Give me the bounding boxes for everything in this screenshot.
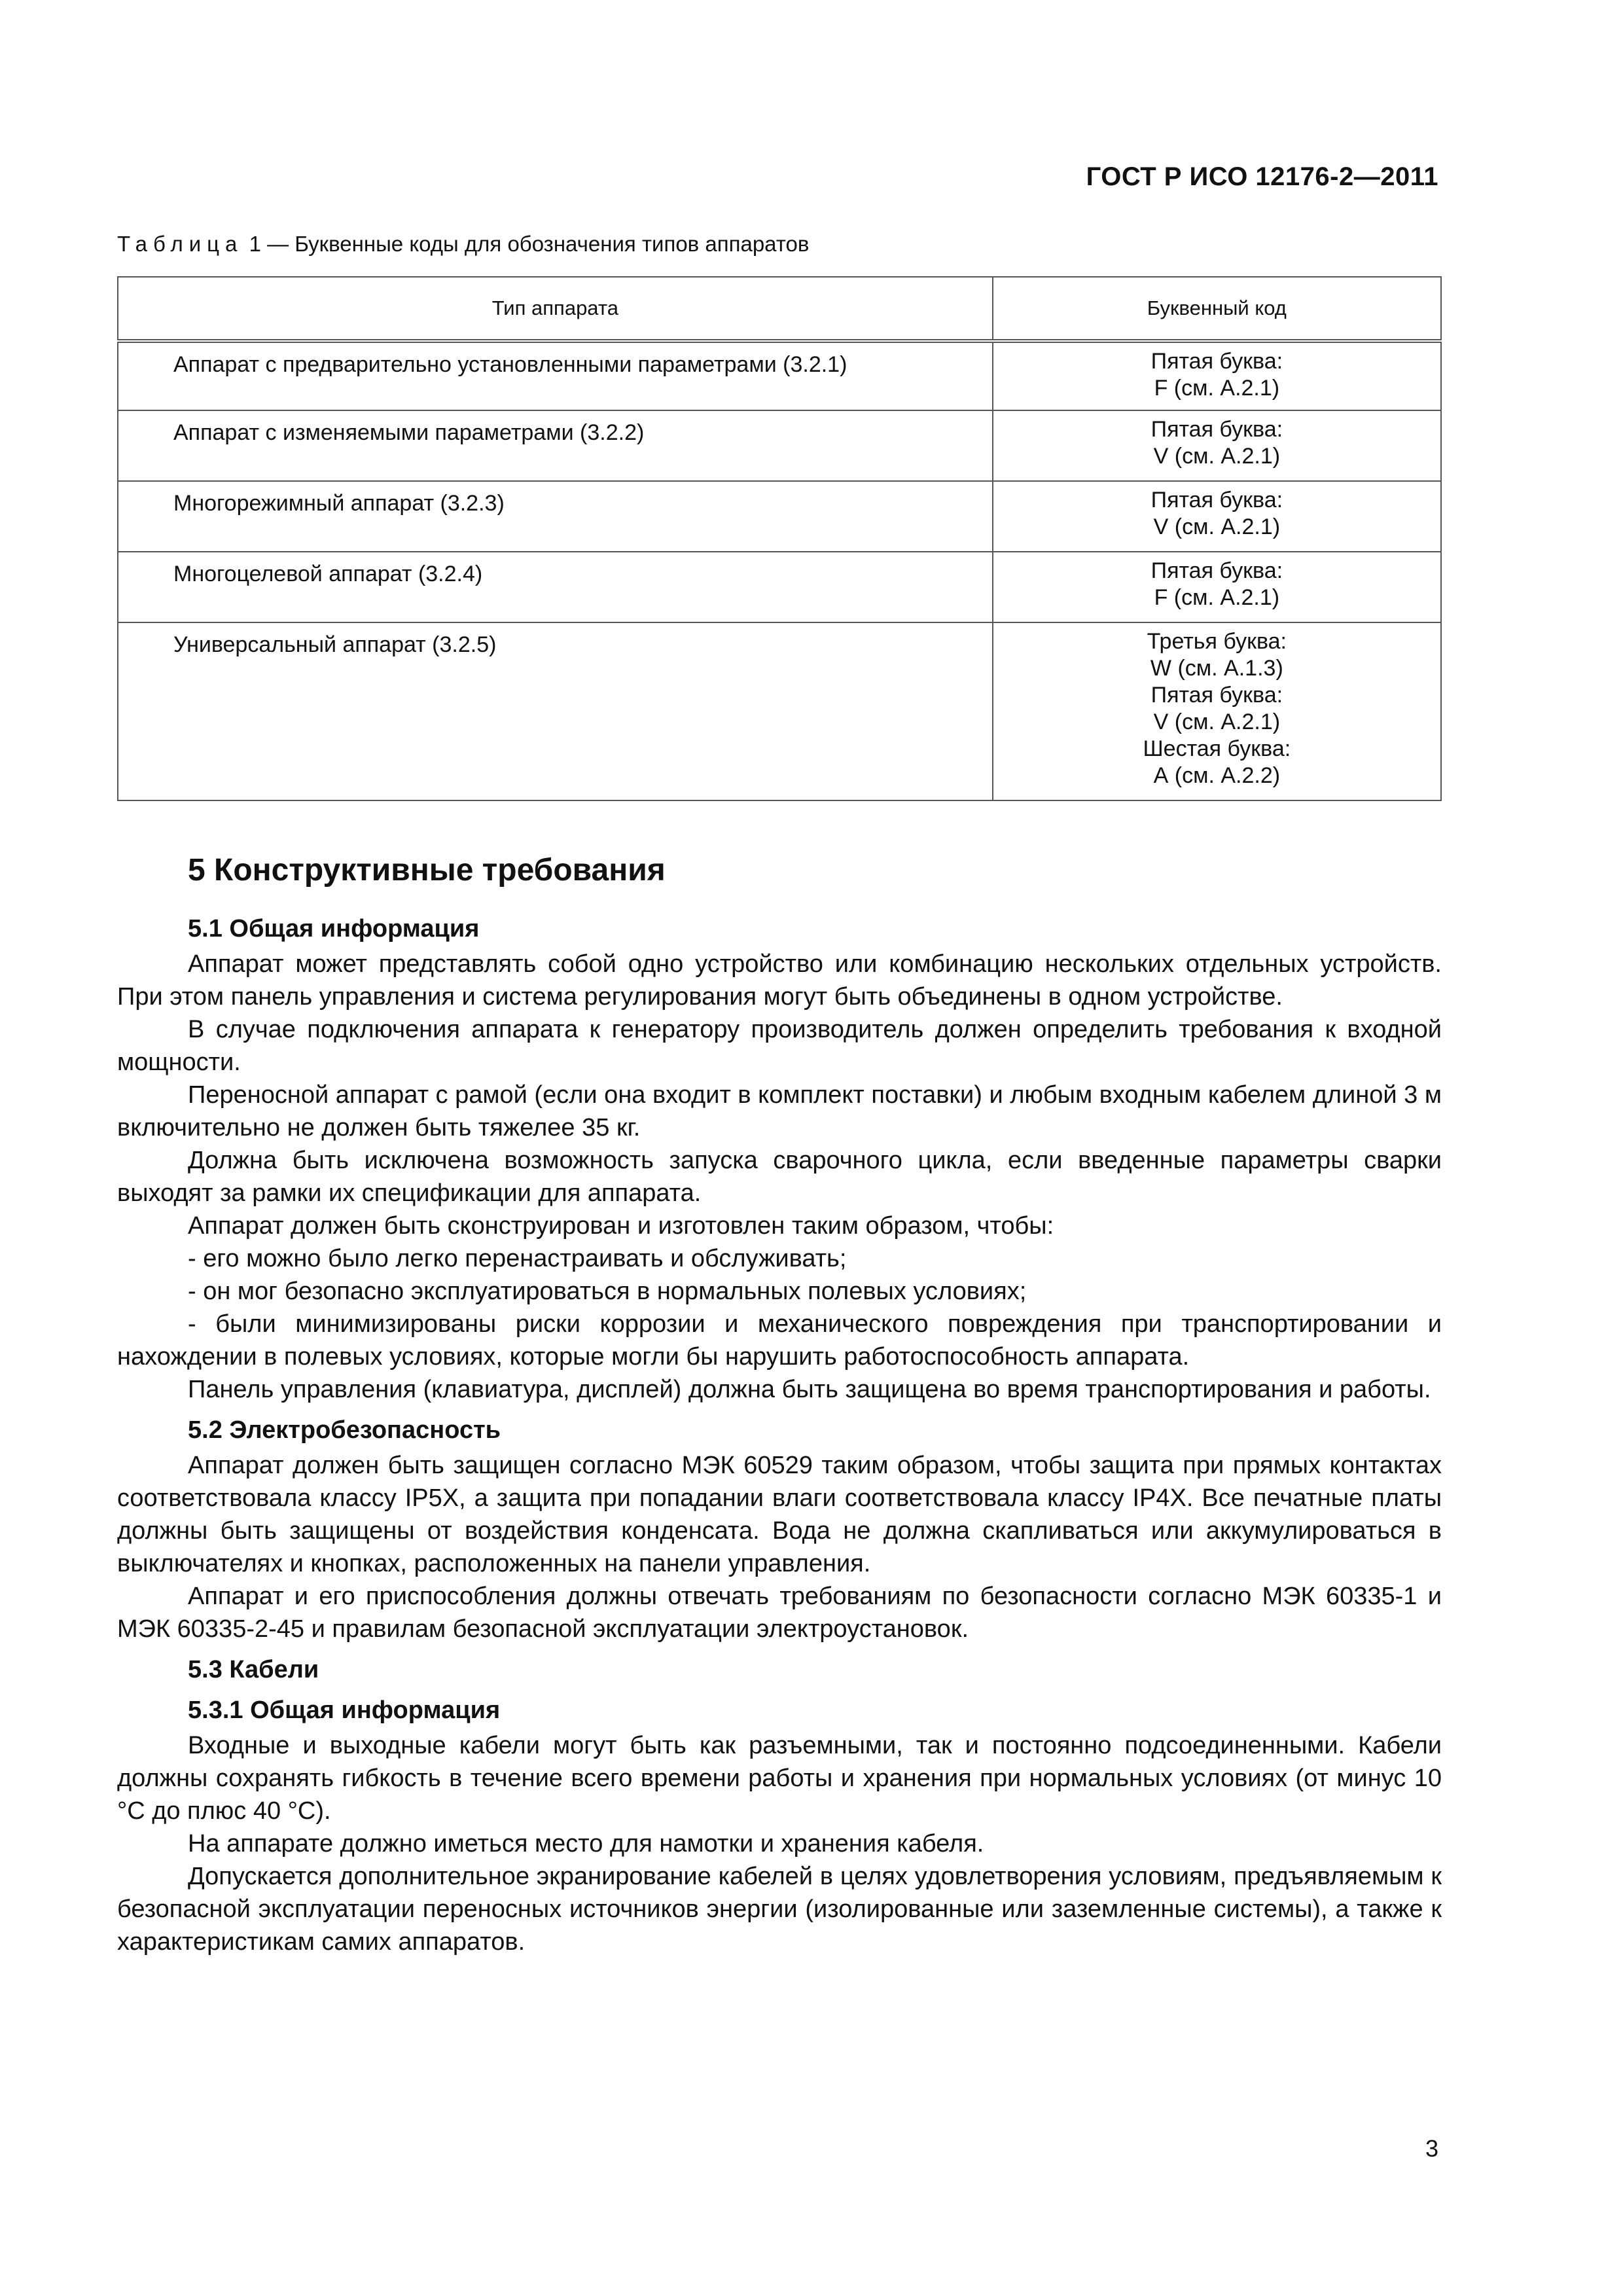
paragraph: Входные и выходные кабели могут быть как разъемными, так и постоянно подсоединенными. Кабели должны сохранять гибкость в течение всего времени работы и хранения при нормальных условиях (от минус 10 °С до плюс 40 °С). [117, 1732, 1442, 1825]
code-line: А (см. А.2.2) [1153, 763, 1281, 788]
list-item: - он мог безопасно эксплуатироваться в нормальных полевых условиях; [188, 1278, 1027, 1305]
paragraph: Панель управления (клавиатура, дисплей) должна быть защищена во время транспортирования и работы. [188, 1376, 1431, 1403]
code-line: Пятая буква: [1150, 558, 1283, 583]
column-header-type: Тип аппарата [118, 277, 993, 341]
paragraph: На аппарате должно иметься место для намотки и хранения кабеля. [188, 1830, 984, 1857]
table-caption-word: Таблица [117, 232, 243, 256]
table-cell-code [993, 341, 1441, 410]
device-type-codes-table [117, 276, 1442, 801]
table-row [118, 622, 1441, 800]
section-5-heading: 5 Конструктивные требования [188, 853, 666, 888]
section-5-3-heading: 5.3 Кабели [188, 1656, 319, 1683]
code-line: F (см. А.2.1) [1154, 376, 1280, 401]
table-cell-type: Многоцелевой аппарат (3.2.4) [118, 552, 993, 622]
table-cell-type: Универсальный аппарат (3.2.5) [118, 622, 993, 800]
table-cell-type: Аппарат с изменяемыми параметрами (3.2.2) [118, 410, 993, 481]
table-cell-type: Многорежимный аппарат (3.2.3) [118, 481, 993, 552]
document-code-header: ГОСТ Р ИСО 12176-2—2011 [1086, 162, 1438, 191]
paragraph: Должна быть исключена возможность запуска сварочного цикла, если введенные параметры сварки выходят за рамки их спецификации для аппарата. [117, 1147, 1442, 1207]
column-header-code: Буквенный код [993, 277, 1441, 341]
code-line: Пятая буква: [1150, 488, 1283, 512]
paragraph: Допускается дополнительное экранирование кабелей в целях удовлетворения условиям, предъявляемым к безопасной эксплуатации переносных источников энергии (изолированные или заземленные системы), а также к характеристикам самих аппаратов. [117, 1863, 1442, 1956]
code-line: W (см. А.1.3) [1150, 656, 1283, 681]
table-row [118, 341, 1441, 410]
main-content [117, 851, 1442, 1958]
code-line: Шестая буква: [1143, 736, 1291, 761]
table-row [118, 552, 1441, 622]
table-row [118, 410, 1441, 481]
code-line: Третья буква: [1147, 629, 1287, 654]
code-line: Пятая буква: [1150, 349, 1283, 374]
code-line: F (см. А.2.1) [1154, 585, 1280, 610]
code-line: V (см. А.2.1) [1153, 514, 1281, 539]
code-line: V (см. А.2.1) [1153, 709, 1281, 734]
table-header-row [118, 277, 1441, 341]
page-number: 3 [1425, 2135, 1438, 2162]
paragraph: В случае подключения аппарата к генератору производитель должен определить требования к входной мощности. [117, 1016, 1442, 1076]
table-cell-code [993, 552, 1441, 622]
table-row [118, 481, 1441, 552]
table-cell-code [993, 481, 1441, 552]
table-cell-code [993, 410, 1441, 481]
code-line: V (см. А.2.1) [1153, 444, 1281, 469]
table-caption-text: 1 — Буквенные коды для обозначения типов аппаратов [249, 232, 810, 256]
table-cell-code [993, 622, 1441, 800]
section-5-3-1-heading: 5.3.1 Общая информация [188, 1696, 501, 1724]
list-item: - были минимизированы риски коррозии и механического повреждения при транспортировании и нахождении в полевых условиях, которые могли бы нарушить работоспособность аппарата. [117, 1310, 1442, 1371]
paragraph: Аппарат должен быть защищен согласно МЭК 60529 таким образом, чтобы защита при прямых контактах соответствовала классу IP5X, а защита при попадании влаги соответствовала классу IP4X. Все печатные платы должны быть защищены от воздействия конденсата. Вода не должна скапливаться или аккумулироваться в выключателях и кнопках, расположенных на панели управления. [117, 1452, 1442, 1577]
table-cell-type: Аппарат с предварительно установленными параметрами (3.2.1) [118, 341, 993, 410]
section-5-2-heading: 5.2 Электробезопасность [188, 1416, 501, 1444]
code-line: Пятая буква: [1150, 417, 1283, 442]
paragraph: Аппарат должен быть сконструирован и изготовлен таким образом, чтобы: [188, 1212, 1054, 1240]
list-item: - его можно было легко перенастраивать и обслуживать; [188, 1245, 847, 1272]
paragraph: Аппарат и его приспособления должны отвечать требованиям по безопасности согласно МЭК 60335-1 и МЭК 60335-2-45 и правилам безопасной эксплуатации электроустановок. [117, 1583, 1442, 1643]
table-caption [117, 232, 809, 257]
code-line: Пятая буква: [1150, 683, 1283, 708]
paragraph: Переносной аппарат с рамой (если она входит в комплект поставки) и любым входным кабелем длиной 3 м включительно не должен быть тяжелее 35 кг. [117, 1081, 1442, 1141]
section-5-1-heading: 5.1 Общая информация [188, 915, 480, 942]
paragraph: Аппарат может представлять собой одно устройство или комбинацию нескольких отдельных устройств. При этом панель управления и система регулирования могут быть объединены в одном устройстве. [117, 950, 1442, 1011]
